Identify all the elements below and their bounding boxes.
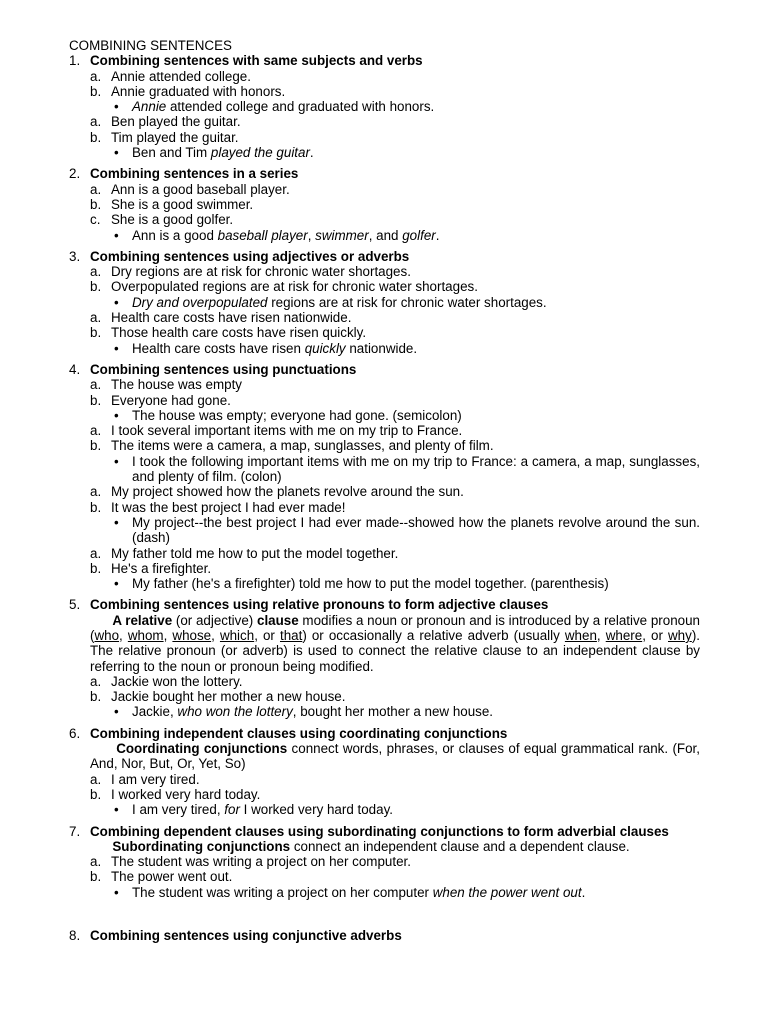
list-item: a. My project showed how the planets revolve around the sun. — [90, 484, 464, 500]
combined-sentence: • Annie attended college and graduated with honors. — [114, 99, 435, 115]
combined-sentence: • Ben and Tim played the guitar. — [114, 145, 314, 161]
list-item: a. Ben played the guitar. — [90, 114, 241, 130]
section-heading: 4. Combining sentences using punctuations — [69, 361, 357, 377]
bullet-icon: • — [114, 99, 119, 115]
definition-paragraph: A relative (or adjective) clause modifies a noun or pronoun and is introduced by a relative pronoun (who, whom, whose, which, or that) or occasionally a relative adverb (usually when, where, or why). The relative pronoun (or adverb) is used to connect the relative clause to an independent clause by referring to the noun or pronoun being modified. — [90, 612, 701, 674]
section-number: 3. — [69, 248, 81, 264]
list-item: a. Jackie won the lottery. — [90, 673, 243, 689]
combined-sentence: • Dry and overpopulated regions are at risk for chronic water shortages. — [114, 294, 547, 310]
section-4 — [69, 362, 700, 591]
section-number: 6. — [69, 725, 81, 741]
list-item: b. Annie graduated with honors. — [90, 83, 286, 99]
combined-sentence: • The student was writing a project on her computer when the power went out. — [114, 884, 586, 900]
combined-sentence: • My father (he's a firefighter) told me how to put the model together. (parenthesis) — [114, 576, 609, 592]
list-item: b. He's a firefighter. — [90, 560, 212, 576]
list-item: b. Tim played the guitar. — [90, 129, 239, 145]
section-heading: 7. Combining dependent clauses using subordinating conjunctions to form adverbial clauses — [69, 823, 669, 839]
document-title: COMBINING SENTENCES — [69, 38, 232, 53]
bullet-icon: • — [114, 514, 119, 530]
list-item: a. I am very tired. — [90, 771, 200, 787]
section-6 — [69, 726, 700, 818]
bullet-icon: • — [114, 340, 119, 356]
list-item: b. Overpopulated regions are at risk for chronic water shortages. — [90, 279, 478, 295]
combined-sentence: • I took the following important items with me on my trip to France: a camera, a map, sunglasses, and plenty of film. (colon) — [114, 453, 700, 485]
combined-sentence: • Jackie, who won the lottery, bought her mother a new house. — [114, 704, 494, 720]
section-heading: 3. Combining sentences using adjectives or adverbs — [69, 248, 410, 264]
section-8 — [69, 928, 700, 943]
section-5 — [69, 597, 700, 719]
bullet-icon: • — [114, 407, 119, 423]
section-heading: 8. Combining sentences using conjunctive adverbs — [69, 928, 402, 944]
bullet-icon: • — [114, 884, 119, 900]
list-item: a. Health care costs have risen nationwide. — [90, 310, 352, 326]
bullet-icon: • — [114, 294, 119, 310]
list-item: a. The student was writing a project on her computer. — [90, 854, 411, 870]
list-item: a. The house was empty — [90, 377, 242, 393]
definition-paragraph: Coordinating conjunctions connect words, phrases, or clauses of equal grammatical rank. (For, And, Nor, But, Or, Yet, So) — [90, 741, 700, 772]
section-3 — [69, 249, 700, 356]
list-item: b. Everyone had gone. — [90, 392, 231, 408]
section-number: 8. — [69, 928, 81, 944]
bullet-icon: • — [114, 802, 119, 818]
list-item: b. She is a good swimmer. — [90, 196, 254, 212]
list-item: a. My father told me how to put the model together. — [90, 545, 399, 561]
section-number: 7. — [69, 823, 81, 839]
bullet-icon: • — [114, 145, 119, 161]
bullet-icon: • — [114, 227, 119, 243]
section-2 — [69, 166, 700, 242]
list-item: a. Annie attended college. — [90, 68, 251, 84]
section-number: 1. — [69, 53, 81, 69]
combined-sentence: • I am very tired, for I worked very hard today. — [114, 802, 393, 818]
list-item: a. Dry regions are at risk for chronic water shortages. — [90, 264, 411, 280]
bullet-icon: • — [114, 704, 119, 720]
combined-sentence: • Health care costs have risen quickly nationwide. — [114, 340, 418, 356]
section-number: 2. — [69, 166, 81, 182]
list-item: c. She is a good golfer. — [90, 212, 234, 228]
section-heading: 1. Combining sentences with same subjects and verbs — [69, 53, 423, 69]
spacer — [69, 906, 700, 928]
bullet-icon: • — [114, 576, 119, 592]
list-item: a. Ann is a good baseball player. — [90, 181, 290, 197]
combined-sentence: • My project--the best project I had ever made--showed how the planets revolve around the sun. (dash) — [114, 514, 700, 546]
combined-sentence: • Ann is a good baseball player, swimmer, and golfer. — [114, 227, 440, 243]
list-item: b. Those health care costs have risen quickly. — [90, 325, 367, 341]
list-item: b. Jackie bought her mother a new house. — [90, 689, 346, 705]
section-number: 5. — [69, 597, 81, 613]
definition-paragraph: Subordinating conjunctions connect an independent clause and a dependent clause. — [112, 838, 630, 854]
list-item: b. The items were a camera, a map, sunglasses, and plenty of film. — [90, 438, 494, 454]
list-item: b. It was the best project I had ever made! — [90, 499, 346, 515]
section-1 — [69, 53, 700, 160]
bullet-icon: • — [114, 453, 119, 469]
list-item: b. I worked very hard today. — [90, 786, 261, 802]
section-heading: 2. Combining sentences in a series — [69, 166, 299, 182]
list-item: a. I took several important items with me on my trip to France. — [90, 423, 463, 439]
section-7 — [69, 824, 700, 900]
section-heading: 5. Combining sentences using relative pronouns to form adjective clauses — [69, 597, 549, 613]
section-heading: 6. Combining independent clauses using coordinating conjunctions — [69, 725, 508, 741]
section-number: 4. — [69, 361, 81, 377]
combined-sentence: • The house was empty; everyone had gone. (semicolon) — [114, 407, 462, 423]
list-item: b. The power went out. — [90, 869, 233, 885]
